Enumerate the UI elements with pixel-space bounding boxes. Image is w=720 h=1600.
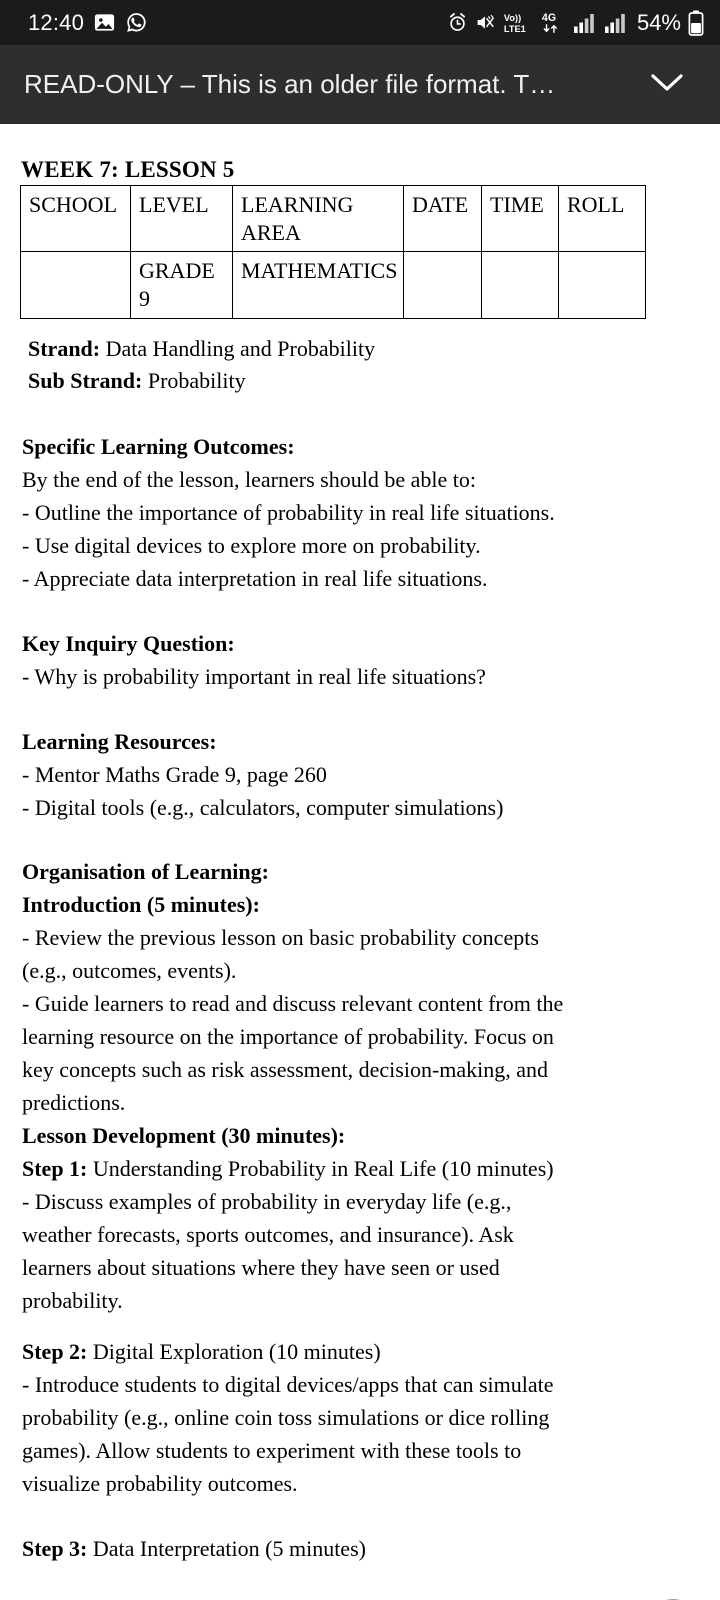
table-header-date: DATE [404,186,482,252]
section-key-inquiry-question [22,627,682,693]
battery-icon [688,10,704,36]
strand-label: Strand: [28,336,101,361]
table-cell-time [482,252,559,318]
table-header-roll: ROLL [559,186,646,252]
resources-item: - Mentor Maths Grade 9, page 260 [22,762,327,787]
document-page[interactable] [0,124,720,1600]
introduction-heading: Introduction (5 minutes): [22,892,260,917]
page-title: WEEK 7: LESSON 5 [21,157,235,182]
step-3-heading [22,1532,682,1565]
table-header-learning-area: LEARNING AREA [233,186,404,252]
step-2-heading [22,1335,682,1368]
outcomes-item: - Outline the importance of probability in real life situations. [22,500,555,525]
introduction-line: learning resource on the importance of probability. Focus on [22,1024,554,1049]
4g-data-icon [540,11,566,35]
table-cell-school [21,252,131,318]
inquiry-heading: Key Inquiry Question: [22,631,235,656]
step-2-title: Digital Exploration (10 minutes) [92,1339,381,1364]
introduction-line: key concepts such as risk assessment, decision-making, and [22,1057,549,1082]
outcomes-intro: By the end of the lesson, learners should be able to: [22,467,476,492]
strand-value: Data Handling and Probability [105,336,376,361]
resources-heading: Learning Resources: [22,729,217,754]
step-1-title: Understanding Probability in Real Life (10 minutes) [92,1156,554,1181]
svg-text:Vo)): Vo)) [503,12,522,23]
signal-sim2-icon [604,12,628,34]
chevron-down-icon[interactable] [630,69,690,100]
strand-line [28,338,375,360]
outcomes-item: - Appreciate data interpretation in real life situations. [22,566,488,591]
table-header-level: LEVEL [131,186,233,252]
step-1-heading [22,1152,682,1185]
step-2-line: games). Allow students to experiment with these tools to [22,1438,522,1463]
gallery-icon [93,11,116,34]
step-1-line: probability. [22,1288,123,1313]
volte-lte1-icon [503,11,533,35]
lesson-header-table [20,185,646,319]
battery-percent-label: 54% [636,9,681,35]
table-header-school: SCHOOL [21,186,131,252]
step-2-line: visualize probability outcomes. [22,1471,298,1496]
resources-item: - Digital tools (e.g., calculators, computer simulations) [22,795,504,820]
step-2-line: probability (e.g., online coin toss simulations or dice rolling [22,1405,550,1430]
step-1-line: learners about situations where they have seen or used [22,1255,500,1280]
outcomes-heading: Specific Learning Outcomes: [22,434,295,459]
section-organisation-of-learning [22,855,682,1317]
whatsapp-icon [125,11,148,34]
table-cell-level: GRADE 9 [131,252,233,318]
lesson-development-heading: Lesson Development (30 minutes): [22,1123,346,1148]
svg-text:LTE1: LTE1 [503,23,526,34]
introduction-line: - Guide learners to read and discuss relevant content from the [22,991,564,1016]
table-cell-roll [559,252,646,318]
introduction-line: (e.g., outcomes, events). [22,958,237,983]
step-3-title: Data Interpretation (5 minutes) [92,1536,366,1561]
status-bar-clock: 12:40 [28,9,85,35]
organisation-heading: Organisation of Learning: [22,859,269,884]
sub-strand-line [28,370,246,392]
sub-strand-value: Probability [147,368,246,393]
section-learning-resources [22,725,682,824]
status-bar-left [28,11,148,34]
read-only-message: READ-ONLY – This is an older file format. T… [24,70,556,99]
introduction-line: - Review the previous lesson on basic probability concepts [22,925,539,950]
introduction-line: predictions. [22,1090,126,1115]
step-2-line: - Introduce students to digital devices/apps that can simulate [22,1372,554,1397]
table-row [21,186,646,252]
section-step-2 [22,1335,682,1500]
step-3-label: Step 3: [22,1536,88,1561]
section-step-3 [22,1532,682,1565]
svg-text:4G: 4G [541,11,557,24]
table-cell-date [404,252,482,318]
step-2-label: Step 2: [22,1339,88,1364]
sub-strand-label: Sub Strand: [28,368,143,393]
mute-icon [475,12,496,33]
table-row [21,252,646,318]
inquiry-item: - Why is probability important in real life situations? [22,664,486,689]
status-bar-right [447,10,704,36]
alarm-icon [447,12,468,33]
step-1-line: weather forecasts, sports outcomes, and insurance). Ask [22,1222,514,1247]
table-cell-learning-area: MATHEMATICS [233,252,404,318]
section-specific-learning-outcomes [22,430,682,595]
signal-sim1-icon [573,12,597,34]
outcomes-item: - Use digital devices to explore more on probability. [22,533,481,558]
status-bar [0,0,720,45]
read-only-banner[interactable] [0,45,720,124]
table-header-time: TIME [482,186,559,252]
step-1-line: - Discuss examples of probability in everyday life (e.g., [22,1189,512,1214]
step-1-label: Step 1: [22,1156,88,1181]
